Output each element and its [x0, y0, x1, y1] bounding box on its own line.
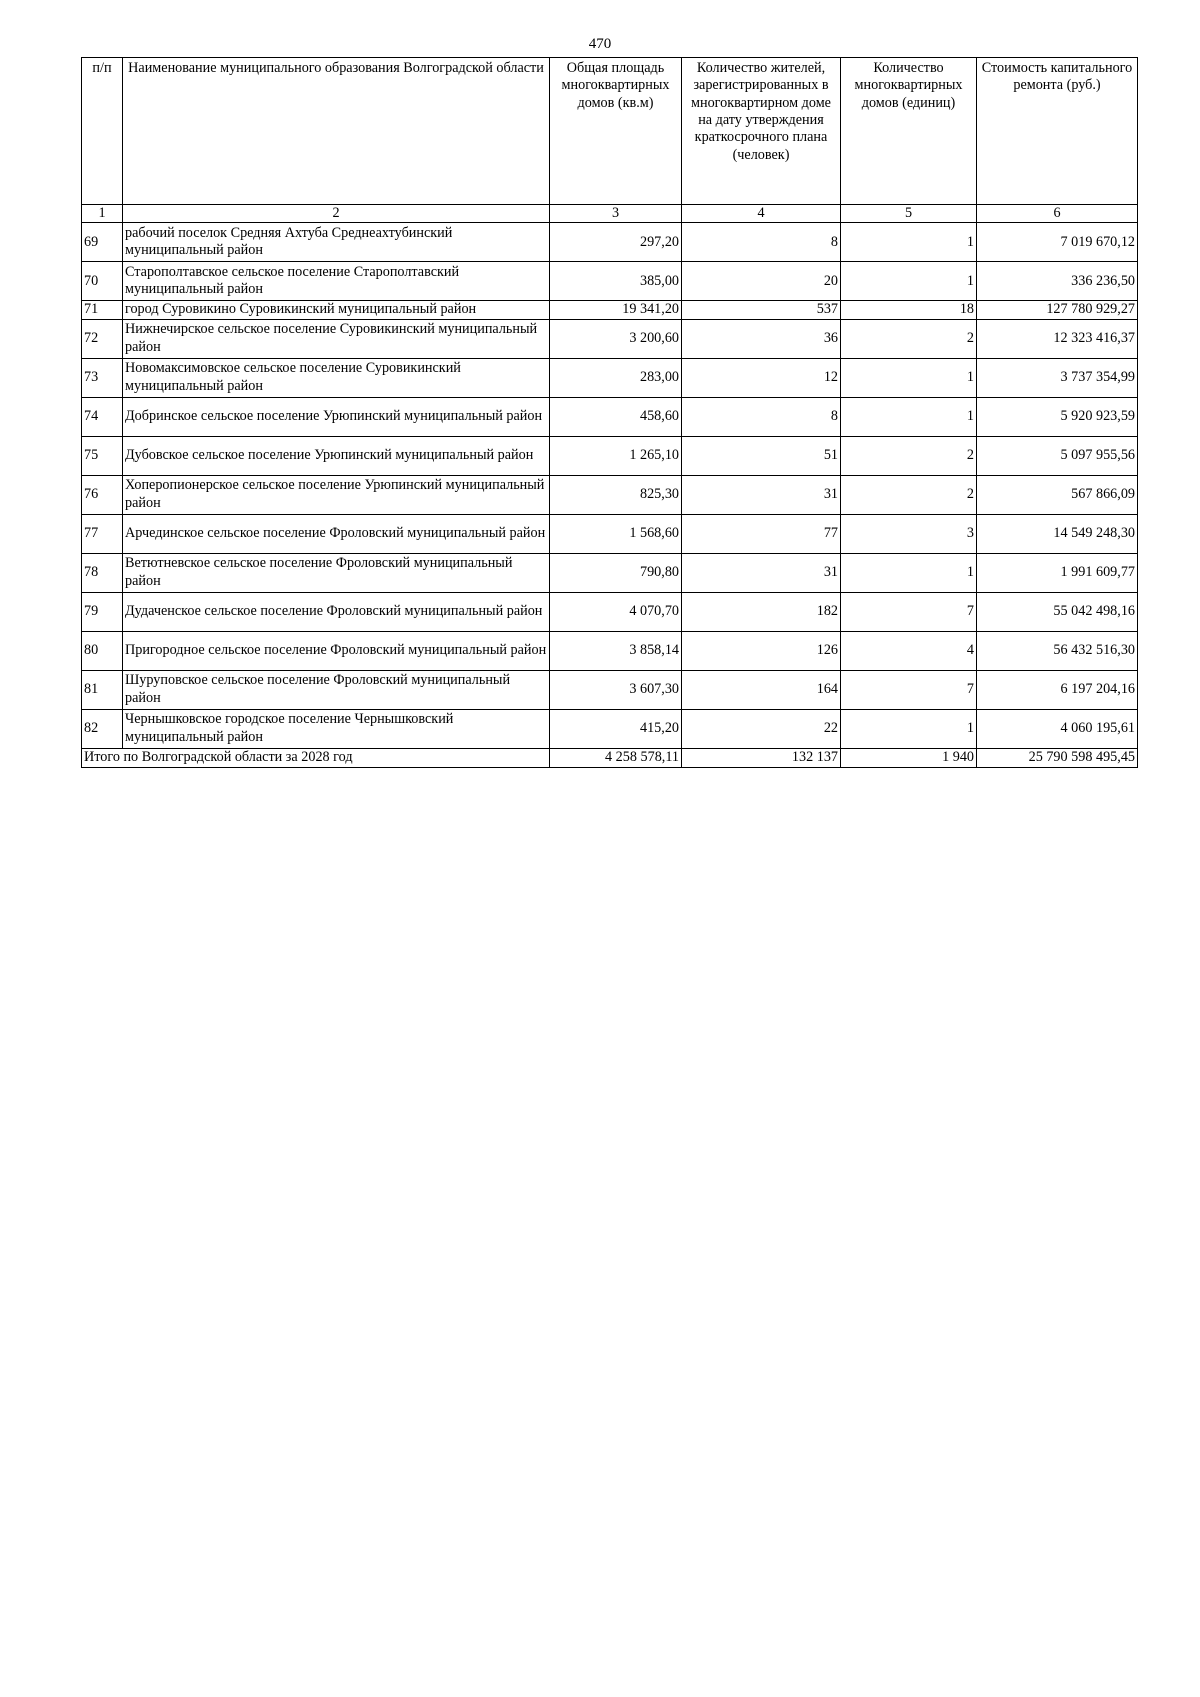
- row-area: 1 265,10: [550, 436, 682, 475]
- table-row: [82, 223, 1138, 262]
- table-row: [82, 514, 1138, 553]
- row-residents: 8: [682, 223, 841, 262]
- column-number-row: [82, 205, 1138, 223]
- header-houses: Количество многоквартирных домов (единиц): [841, 58, 977, 205]
- row-area: 297,20: [550, 223, 682, 262]
- row-area: 825,30: [550, 475, 682, 514]
- table-row: [82, 397, 1138, 436]
- row-cost: 12 323 416,37: [977, 319, 1138, 358]
- row-area: 19 341,20: [550, 301, 682, 319]
- total-houses: 1 940: [841, 748, 977, 767]
- row-municipality-name: Арчединское сельское поселение Фроловский муниципальный район: [123, 514, 550, 553]
- row-cost: 5 920 923,59: [977, 397, 1138, 436]
- row-municipality-name: Нижнечирское сельское поселение Суровикинский муниципальный район: [123, 319, 550, 358]
- row-houses: 1: [841, 397, 977, 436]
- row-index: 75: [82, 436, 123, 475]
- total-label: Итого по Волгоградской области за 2028 год: [82, 748, 550, 767]
- header-residents: Количество жителей, зарегистрированных в многоквартирном доме на дату утверждения краткосрочного плана (человек): [682, 58, 841, 205]
- row-municipality-name: Добринское сельское поселение Урюпинский муниципальный район: [123, 397, 550, 436]
- total-row: [82, 748, 1138, 767]
- row-municipality-name: Новомаксимовское сельское поселение Суровикинский муниципальный район: [123, 358, 550, 397]
- row-index: 79: [82, 592, 123, 631]
- row-residents: 31: [682, 553, 841, 592]
- row-municipality-name: Хоперопионерское сельское поселение Урюпинский муниципальный район: [123, 475, 550, 514]
- row-index: 80: [82, 631, 123, 670]
- row-cost: 7 019 670,12: [977, 223, 1138, 262]
- row-municipality-name: Чернышковское городское поселение Чернышковский муниципальный район: [123, 709, 550, 748]
- header-cost: Стоимость капитального ремонта (руб.): [977, 58, 1138, 205]
- row-cost: 5 097 955,56: [977, 436, 1138, 475]
- row-residents: 126: [682, 631, 841, 670]
- row-residents: 164: [682, 670, 841, 709]
- row-area: 3 200,60: [550, 319, 682, 358]
- row-residents: 36: [682, 319, 841, 358]
- table-row: [82, 553, 1138, 592]
- table-row: [82, 358, 1138, 397]
- row-houses: 4: [841, 631, 977, 670]
- row-municipality-name: Шуруповское сельское поселение Фроловский муниципальный район: [123, 670, 550, 709]
- row-cost: 55 042 498,16: [977, 592, 1138, 631]
- column-number: 5: [841, 205, 977, 223]
- row-index: 82: [82, 709, 123, 748]
- row-houses: 1: [841, 709, 977, 748]
- column-number: 6: [977, 205, 1138, 223]
- row-residents: 182: [682, 592, 841, 631]
- row-index: 72: [82, 319, 123, 358]
- table-row: [82, 670, 1138, 709]
- row-cost: 3 737 354,99: [977, 358, 1138, 397]
- row-area: 4 070,70: [550, 592, 682, 631]
- column-number: 1: [82, 205, 123, 223]
- row-houses: 1: [841, 223, 977, 262]
- table-row: [82, 592, 1138, 631]
- row-houses: 3: [841, 514, 977, 553]
- table-row: [82, 709, 1138, 748]
- table-row: [82, 319, 1138, 358]
- row-municipality-name: город Суровикино Суровикинский муниципальный район: [123, 301, 550, 319]
- row-municipality-name: рабочий поселок Средняя Ахтуба Среднеахтубинский муниципальный район: [123, 223, 550, 262]
- row-index: 81: [82, 670, 123, 709]
- row-residents: 20: [682, 262, 841, 301]
- row-residents: 51: [682, 436, 841, 475]
- table-header-row: [82, 58, 1138, 205]
- row-residents: 22: [682, 709, 841, 748]
- row-cost: 14 549 248,30: [977, 514, 1138, 553]
- row-index: 70: [82, 262, 123, 301]
- row-municipality-name: Ветютневское сельское поселение Фроловский муниципальный район: [123, 553, 550, 592]
- row-houses: 7: [841, 592, 977, 631]
- row-area: 283,00: [550, 358, 682, 397]
- row-municipality-name: Старополтавское сельское поселение Старополтавский муниципальный район: [123, 262, 550, 301]
- row-cost: 567 866,09: [977, 475, 1138, 514]
- row-houses: 1: [841, 553, 977, 592]
- row-municipality-name: Дудаченское сельское поселение Фроловский муниципальный район: [123, 592, 550, 631]
- column-number: 4: [682, 205, 841, 223]
- row-houses: 2: [841, 319, 977, 358]
- row-index: 76: [82, 475, 123, 514]
- row-index: 77: [82, 514, 123, 553]
- table-row: [82, 475, 1138, 514]
- row-index: 78: [82, 553, 123, 592]
- total-residents: 132 137: [682, 748, 841, 767]
- row-houses: 7: [841, 670, 977, 709]
- row-houses: 18: [841, 301, 977, 319]
- header-area: Общая площадь многоквартирных домов (кв.м): [550, 58, 682, 205]
- row-residents: 77: [682, 514, 841, 553]
- row-houses: 2: [841, 436, 977, 475]
- row-area: 415,20: [550, 709, 682, 748]
- row-area: 3 607,30: [550, 670, 682, 709]
- row-cost: 6 197 204,16: [977, 670, 1138, 709]
- row-area: 385,00: [550, 262, 682, 301]
- row-houses: 2: [841, 475, 977, 514]
- row-cost: 1 991 609,77: [977, 553, 1138, 592]
- page-number: 470: [588, 36, 612, 52]
- row-residents: 537: [682, 301, 841, 319]
- row-municipality-name: Пригородное сельское поселение Фроловский муниципальный район: [123, 631, 550, 670]
- column-number: 2: [123, 205, 550, 223]
- total-cost: 25 790 598 495,45: [977, 748, 1138, 767]
- row-cost: 127 780 929,27: [977, 301, 1138, 319]
- row-cost: 56 432 516,30: [977, 631, 1138, 670]
- row-index: 73: [82, 358, 123, 397]
- row-area: 3 858,14: [550, 631, 682, 670]
- row-houses: 1: [841, 262, 977, 301]
- row-houses: 1: [841, 358, 977, 397]
- table-row: [82, 262, 1138, 301]
- row-residents: 8: [682, 397, 841, 436]
- total-area: 4 258 578,11: [550, 748, 682, 767]
- row-area: 1 568,60: [550, 514, 682, 553]
- row-cost: 336 236,50: [977, 262, 1138, 301]
- row-index: 74: [82, 397, 123, 436]
- row-municipality-name: Дубовское сельское поселение Урюпинский муниципальный район: [123, 436, 550, 475]
- row-index: 71: [82, 301, 123, 319]
- capital-repair-table: [81, 57, 1138, 768]
- table-row: [82, 301, 1138, 319]
- row-area: 458,60: [550, 397, 682, 436]
- table-row: [82, 631, 1138, 670]
- header-index: п/п: [82, 58, 123, 205]
- row-residents: 31: [682, 475, 841, 514]
- header-municipality: Наименование муниципального образования Волгоградской области: [123, 58, 550, 205]
- row-area: 790,80: [550, 553, 682, 592]
- table-row: [82, 436, 1138, 475]
- row-residents: 12: [682, 358, 841, 397]
- row-cost: 4 060 195,61: [977, 709, 1138, 748]
- column-number: 3: [550, 205, 682, 223]
- row-index: 69: [82, 223, 123, 262]
